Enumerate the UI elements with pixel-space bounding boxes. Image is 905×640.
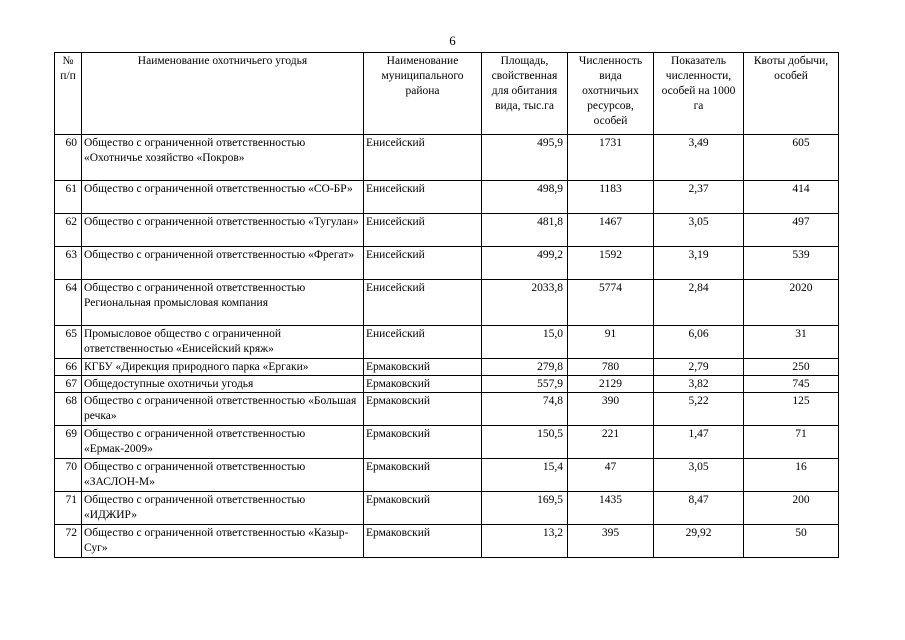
- cell-district: Ермаковский: [364, 393, 482, 426]
- cell-count: 395: [568, 525, 654, 558]
- cell-quota: 414: [744, 181, 839, 214]
- cell-hunting-ground: Общество с ограниченной ответственностью «ЗАСЛОН-М»: [82, 459, 364, 492]
- cell-area: 15,4: [482, 459, 568, 492]
- cell-no: 71: [55, 492, 82, 525]
- header-count: Численность вида охотничьих ресурсов, особей: [568, 53, 654, 135]
- cell-count: 780: [568, 359, 654, 376]
- cell-count: 221: [568, 426, 654, 459]
- cell-district: Енисейский: [364, 135, 482, 181]
- cell-count: 5774: [568, 280, 654, 326]
- cell-density: 3,05: [654, 214, 744, 247]
- cell-no: 64: [55, 280, 82, 326]
- cell-area: 557,9: [482, 376, 568, 393]
- cell-density: 3,19: [654, 247, 744, 280]
- cell-hunting-ground: Общество с ограниченной ответственностью «Ермак-2009»: [82, 426, 364, 459]
- cell-hunting-ground: Общество с ограниченной ответственностью «СО-БР»: [82, 181, 364, 214]
- cell-quota: 539: [744, 247, 839, 280]
- header-district: Наименование муниципального района: [364, 53, 482, 135]
- page-number: 6: [449, 33, 456, 48]
- cell-quota: 497: [744, 214, 839, 247]
- table-row: [55, 280, 839, 326]
- cell-count: 2129: [568, 376, 654, 393]
- cell-area: 15,0: [482, 326, 568, 359]
- cell-quota: 125: [744, 393, 839, 426]
- table-row: [55, 376, 839, 393]
- cell-count: 1592: [568, 247, 654, 280]
- cell-area: 169,5: [482, 492, 568, 525]
- cell-quota: 31: [744, 326, 839, 359]
- table-row: [55, 214, 839, 247]
- cell-density: 1,47: [654, 426, 744, 459]
- cell-quota: 50: [744, 525, 839, 558]
- cell-hunting-ground: Общедоступные охотничьи угодья: [82, 376, 364, 393]
- table-row: [55, 326, 839, 359]
- cell-area: 481,8: [482, 214, 568, 247]
- cell-density: 3,05: [654, 459, 744, 492]
- quota-table: [54, 52, 839, 558]
- cell-quota: 745: [744, 376, 839, 393]
- cell-no: 69: [55, 426, 82, 459]
- cell-district: Енисейский: [364, 181, 482, 214]
- cell-quota: 2020: [744, 280, 839, 326]
- cell-no: 72: [55, 525, 82, 558]
- table-row: [55, 359, 839, 376]
- cell-density: 3,49: [654, 135, 744, 181]
- cell-area: 499,2: [482, 247, 568, 280]
- table-row: [55, 181, 839, 214]
- cell-area: 13,2: [482, 525, 568, 558]
- cell-no: 61: [55, 181, 82, 214]
- table-row: [55, 459, 839, 492]
- cell-density: 2,84: [654, 280, 744, 326]
- header-no: № п/п: [55, 53, 82, 135]
- table-row: [55, 426, 839, 459]
- cell-hunting-ground: Общество с ограниченной ответственностью «ИДЖИР»: [82, 492, 364, 525]
- cell-area: 498,9: [482, 181, 568, 214]
- cell-district: Енисейский: [364, 214, 482, 247]
- cell-hunting-ground: Общество с ограниченной ответственностью «Охотничье хозяйство «Покров»: [82, 135, 364, 181]
- header-area: Площадь, свойственная для обитания вида, тыс.га: [482, 53, 568, 135]
- cell-hunting-ground: Общество с ограниченной ответственностью Региональная промысловая компания: [82, 280, 364, 326]
- cell-hunting-ground: Промысловое общество с ограниченной ответственностью «Енисейский кряж»: [82, 326, 364, 359]
- cell-count: 47: [568, 459, 654, 492]
- cell-density: 29,92: [654, 525, 744, 558]
- header-hunting-ground: Наименование охотничьего угодья: [82, 53, 364, 135]
- cell-district: Ермаковский: [364, 459, 482, 492]
- cell-hunting-ground: Общество с ограниченной ответственностью «Казыр-Суг»: [82, 525, 364, 558]
- cell-hunting-ground: Общество с ограниченной ответственностью «Фрегат»: [82, 247, 364, 280]
- cell-no: 66: [55, 359, 82, 376]
- cell-count: 1467: [568, 214, 654, 247]
- cell-hunting-ground: КГБУ «Дирекция природного парка «Ергаки»: [82, 359, 364, 376]
- table-row: [55, 525, 839, 558]
- cell-area: 150,5: [482, 426, 568, 459]
- cell-no: 65: [55, 326, 82, 359]
- table-row: [55, 135, 839, 181]
- cell-district: Ермаковский: [364, 359, 482, 376]
- cell-district: Ермаковский: [364, 525, 482, 558]
- cell-count: 1435: [568, 492, 654, 525]
- cell-count: 1731: [568, 135, 654, 181]
- cell-area: 495,9: [482, 135, 568, 181]
- cell-quota: 200: [744, 492, 839, 525]
- cell-district: Ермаковский: [364, 426, 482, 459]
- cell-count: 1183: [568, 181, 654, 214]
- table-row: [55, 393, 839, 426]
- cell-hunting-ground: Общество с ограниченной ответственностью «Большая речка»: [82, 393, 364, 426]
- cell-area: 279,8: [482, 359, 568, 376]
- cell-density: 2,79: [654, 359, 744, 376]
- cell-no: 63: [55, 247, 82, 280]
- cell-count: 390: [568, 393, 654, 426]
- cell-district: Енисейский: [364, 280, 482, 326]
- cell-district: Ермаковский: [364, 492, 482, 525]
- cell-quota: 16: [744, 459, 839, 492]
- cell-density: 8,47: [654, 492, 744, 525]
- cell-quota: 605: [744, 135, 839, 181]
- cell-area: 74,8: [482, 393, 568, 426]
- cell-density: 3,82: [654, 376, 744, 393]
- table-row: [55, 247, 839, 280]
- cell-no: 62: [55, 214, 82, 247]
- cell-no: 70: [55, 459, 82, 492]
- header-quota: Квоты добычи, особей: [744, 53, 839, 135]
- cell-district: Ермаковский: [364, 376, 482, 393]
- cell-area: 2033,8: [482, 280, 568, 326]
- cell-quota: 250: [744, 359, 839, 376]
- cell-no: 67: [55, 376, 82, 393]
- cell-count: 91: [568, 326, 654, 359]
- cell-no: 68: [55, 393, 82, 426]
- header-density: Показатель численности, особей на 1000 га: [654, 53, 744, 135]
- cell-density: 2,37: [654, 181, 744, 214]
- cell-density: 6,06: [654, 326, 744, 359]
- cell-density: 5,22: [654, 393, 744, 426]
- cell-no: 60: [55, 135, 82, 181]
- cell-quota: 71: [744, 426, 839, 459]
- cell-district: Енисейский: [364, 326, 482, 359]
- table-header-row: [55, 53, 839, 135]
- cell-district: Енисейский: [364, 247, 482, 280]
- cell-hunting-ground: Общество с ограниченной ответственностью «Тугулан»: [82, 214, 364, 247]
- table-row: [55, 492, 839, 525]
